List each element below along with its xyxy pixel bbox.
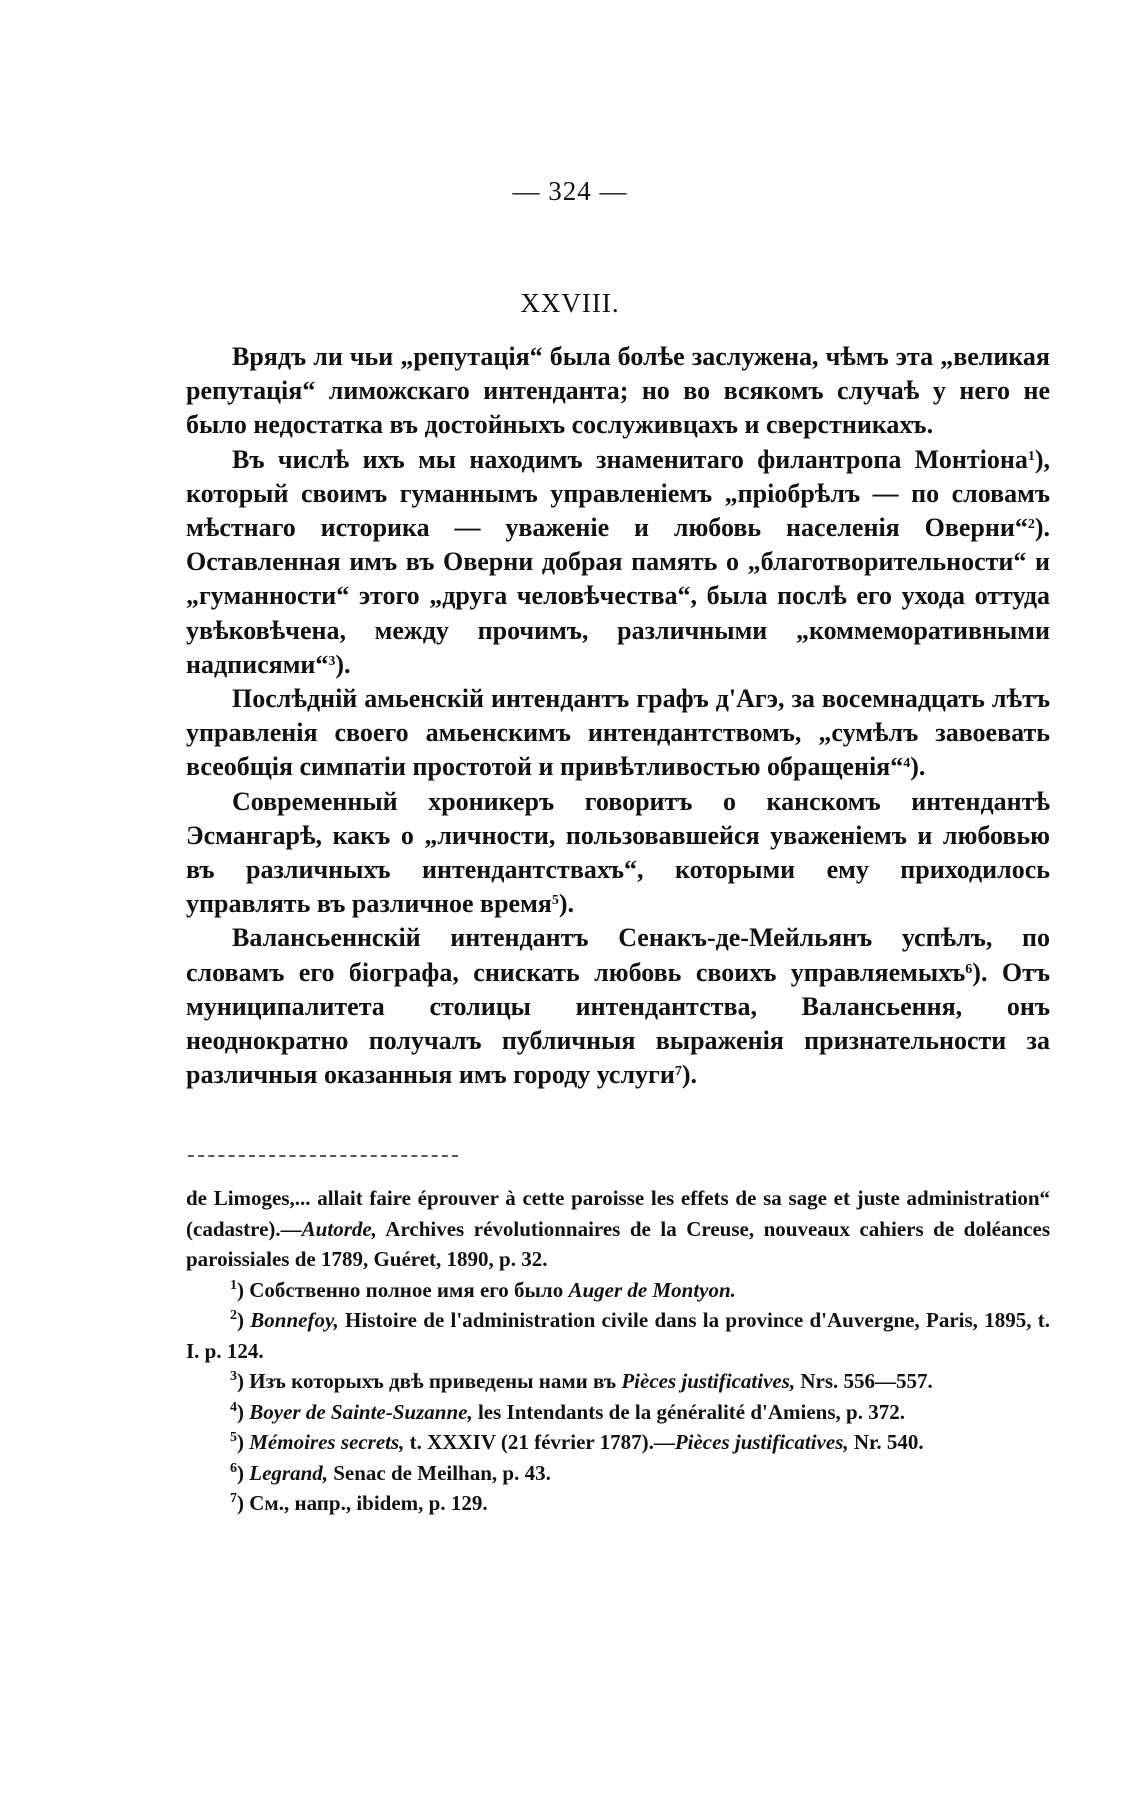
chapter-heading: XXVIII.	[520, 288, 620, 318]
footnote-5: $^5$) Mémoires secrets, t. XXXIV (21 février 1787).—Pièces justificatives, Nr. 540.	[230, 1430, 924, 1454]
footnote-ref: 4	[903, 756, 911, 772]
footnote-ref: 5	[551, 893, 559, 909]
footnote-ref: 3	[328, 653, 336, 669]
paragraph-3: Послѣдній амьенскій интендантъ графъ д'Агэ, за восемнадцать лѣтъ управленія своего амьенскимъ интендантствомъ, „сумѣлъ завоевать всеобщія симпатіи простотой и привѣтливостью обращенія“$^4$).	[186, 684, 1050, 782]
footnote-3: $^3$) Изъ которыхъ двѣ приведены нами въ Pièces justificatives, Nrs. 556—557.	[230, 1369, 933, 1393]
footnote-ref: 1	[1027, 448, 1035, 464]
paragraph-5: Валансьеннскій интендантъ Сенакъ-де-Мейльянъ успѣлъ, по словамъ его біографа, снискать любовь своихъ управляемыхъ$^6$). Отъ муниципалитета столицы интендантства, Валансьення, онъ неоднократно получалъ публичныя выраженія признательности за различныя оказанныя имъ городу услуги$^7$).	[186, 923, 1051, 1090]
page-number: — 324 —	[512, 176, 628, 206]
footnote-ref: 7	[674, 1064, 682, 1080]
footnote-4: $^4$) Boyer de Sainte-Suzanne, les Intendants de la généralité d'Amiens, p. 372.	[230, 1399, 905, 1424]
footnote-ref: 6	[965, 961, 973, 977]
footnote-6: $^6$) Legrand, Senac de Meilhan, p. 43.	[230, 1460, 551, 1485]
footnote-7: $^7$) См., напр., ibidem, p. 129.	[230, 1491, 488, 1515]
paragraph-4: Современный хроникеръ говоритъ о канскомъ интендантѣ Эсмангарѣ, какъ о „личности, пользовавшейся уваженіемъ и любовью въ различныхъ интендантствахъ“, которыми ему приходилось управлять въ различное время$^5$).	[186, 786, 1050, 919]
footnotes	[186, 1183, 1050, 1519]
footnote-divider	[188, 1155, 458, 1157]
paragraph-1: Врядъ ли чьи „репутація“ была болѣе заслужена, чѣмъ эта „великая репутація“ лиможскаго интенданта; но во всякомъ случаѣ у него не было недостатка въ достойныхъ сослуживцахъ и сверстникахъ.	[186, 342, 1050, 440]
paragraph-2: Въ числѣ ихъ мы находимъ знаменитаго филантропа Монтіона$^1$), который своимъ гуманнымъ управленіемъ „пріобрѣлъ — по словамъ мѣстнаго историка — уваженіе и любовь населенія Оверни“$^2$). Оставленная имъ въ Оверни добрая память о „благотворительности“ и „гуманности“ этого „друга человѣчества“, была послѣ его ухода оттуда увѣковѣчена, между прочимъ, различными „коммеморативными надписями“$^3$).	[186, 444, 1050, 679]
footnote-1: $^1$) Собственно полное имя его было Auger de Montyon.	[230, 1277, 736, 1302]
main-text	[186, 340, 1050, 1092]
footnote-ref: 2	[1027, 517, 1035, 533]
footnote-2: $^2$) Bonnefoy, Histoire de l'administration civile dans la province d'Auvergne, Paris, 1895, t. I. p. 124.	[186, 1308, 1050, 1363]
footnote-continued: de Limoges,... allait faire éprouver à cette paroisse les effets de sa sage et juste administration“ (cadastre).—Autorde, Archives révolutionnaires de la Creuse, nouveaux cahiers de doléances paroissiales de 1789, Guéret, 1890, p. 32.	[186, 1186, 1050, 1271]
